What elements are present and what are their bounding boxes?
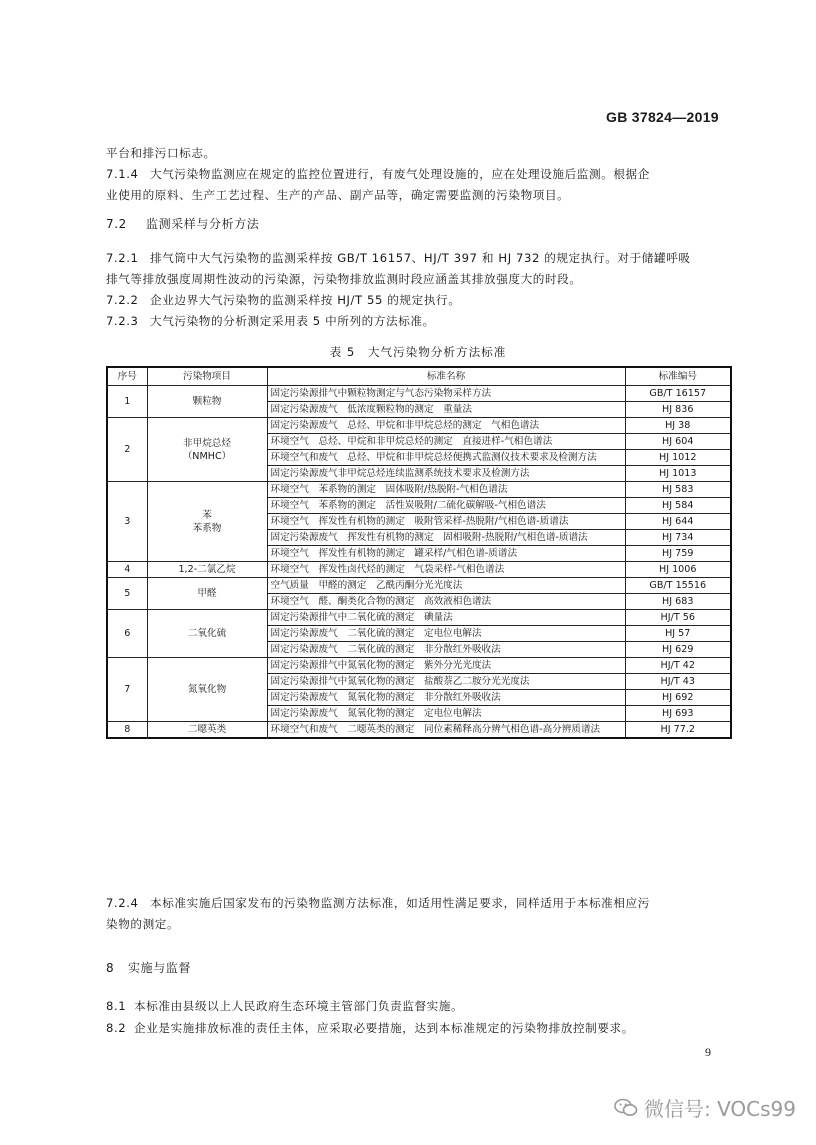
clause-text: 企业是实施排放标准的责任主体，应采取必要措施，达到本标准规定的污染物排放控制要求。 bbox=[134, 1021, 634, 1035]
clause-text-line1: 排气筒中大气污染物的监测采样按 GB/T 16157、HJ/T 397 和 HJ 732 的规定执行。对于储罐呼吸 bbox=[150, 251, 691, 265]
name-cell: 环境空气 苯系物的测定 固体吸附/热脱附-气相色谱法 bbox=[267, 482, 625, 498]
clause-text-line2: 染物的测定。 bbox=[106, 917, 180, 931]
item-line2: 苯系物 bbox=[192, 522, 222, 534]
clause-text: 大气污染物的分析测定采用表 5 中所列的方法标准。 bbox=[150, 314, 435, 328]
table-row bbox=[107, 658, 731, 674]
analysis-methods-table bbox=[106, 366, 732, 739]
table-row bbox=[107, 578, 731, 594]
watermark-label: 微信号: VOCs99 bbox=[644, 1097, 797, 1121]
clause-7-2-2 bbox=[106, 290, 730, 311]
seq-cell: 7 bbox=[107, 658, 147, 722]
seq-cell: 3 bbox=[107, 482, 147, 562]
clause-text-line1: 大气污染物监测应在规定的监控位置进行，有废气处理设施的，应在处理设施后监测。根据企 bbox=[150, 167, 650, 181]
code-cell: HJ/T 43 bbox=[625, 674, 731, 690]
code-cell: HJ 1006 bbox=[625, 562, 731, 578]
item-cell: 颗粒物 bbox=[147, 386, 267, 418]
code-cell: HJ 683 bbox=[625, 594, 731, 610]
code-cell: HJ 836 bbox=[625, 402, 731, 418]
item-line2: （NMHC） bbox=[182, 450, 232, 462]
code-cell: HJ 604 bbox=[625, 434, 731, 450]
table-caption: 表 5 大气污染物分析方法标准 bbox=[329, 345, 507, 359]
name-cell: 环境空气 挥发性有机物的测定 吸附管采样-热脱附/气相色谱-质谱法 bbox=[267, 514, 625, 530]
wechat-watermark bbox=[614, 1093, 796, 1122]
code-cell: GB/T 16157 bbox=[625, 386, 731, 402]
section-heading-7-2 bbox=[106, 214, 730, 235]
name-cell: 固定污染源废气 挥发性有机物的测定 固相吸附-热脱附/气相色谱-质谱法 bbox=[267, 530, 625, 546]
code-cell: HJ/T 42 bbox=[625, 658, 731, 674]
code-cell: HJ 38 bbox=[625, 418, 731, 434]
name-cell: 固定污染源废气 二氧化硫的测定 定电位电解法 bbox=[267, 626, 625, 642]
code-cell: HJ 57 bbox=[625, 626, 731, 642]
header-name: 标准名称 bbox=[267, 367, 625, 386]
clause-7-1-4 bbox=[106, 164, 730, 206]
clause-7-2-3 bbox=[106, 311, 730, 332]
name-cell: 固定污染源排气中颗粒物测定与气态污染物采样方法 bbox=[267, 386, 625, 402]
item-cell bbox=[147, 418, 267, 482]
name-cell: 空气质量 甲醛的测定 乙酰丙酮分光光度法 bbox=[267, 578, 625, 594]
wechat-icon bbox=[614, 1097, 638, 1119]
seq-cell: 6 bbox=[107, 610, 147, 658]
clause-number: 7.2.3 bbox=[106, 314, 139, 328]
clause-7-2-4 bbox=[106, 893, 730, 935]
code-cell: HJ 693 bbox=[625, 706, 731, 722]
name-cell: 固定污染源废气非甲烷总烃连续监测系统技术要求及检测方法 bbox=[267, 466, 625, 482]
seq-cell: 1 bbox=[107, 386, 147, 418]
section-number: 7.2 bbox=[106, 217, 127, 231]
code-cell: HJ 759 bbox=[625, 546, 731, 562]
code-cell: HJ 692 bbox=[625, 690, 731, 706]
code-cell: HJ 584 bbox=[625, 498, 731, 514]
item-line1: 非甲烷总烃 bbox=[183, 437, 231, 449]
code-cell: HJ/T 56 bbox=[625, 610, 731, 626]
name-cell: 固定污染源排气中氮氧化物的测定 紫外分光光度法 bbox=[267, 658, 625, 674]
code-cell: HJ 1012 bbox=[625, 450, 731, 466]
page-number: 9 bbox=[705, 1045, 711, 1059]
name-cell: 环境空气和废气 二噁英类的测定 同位素稀释高分辨气相色谱-高分辨质谱法 bbox=[267, 722, 625, 739]
name-cell: 固定污染源排气中二氧化硫的测定 碘量法 bbox=[267, 610, 625, 626]
section-heading-8 bbox=[106, 958, 730, 979]
code-cell: HJ 1013 bbox=[625, 466, 731, 482]
clause-text-line2: 业使用的原料、生产工艺过程、生产的产品、副产品等，确定需要监测的污染物项目。 bbox=[106, 188, 570, 202]
seq-cell: 4 bbox=[107, 562, 147, 578]
clause-7-2-1 bbox=[106, 248, 730, 290]
code-cell: GB/T 15516 bbox=[625, 578, 731, 594]
name-cell: 固定污染源废气 氮氧化物的测定 定电位电解法 bbox=[267, 706, 625, 722]
clause-text: 本标准由县级以上人民政府生态环境主管部门负责监督实施。 bbox=[134, 999, 464, 1013]
name-cell: 环境空气 醛、酮类化合物的测定 高效液相色谱法 bbox=[267, 594, 625, 610]
name-cell: 固定污染源废气 二氧化硫的测定 非分散红外吸收法 bbox=[267, 642, 625, 658]
seq-cell: 2 bbox=[107, 418, 147, 482]
code-cell: HJ 629 bbox=[625, 642, 731, 658]
table-header-row bbox=[107, 367, 731, 386]
name-cell: 环境空气 挥发性有机物的测定 罐采样/气相色谱-质谱法 bbox=[267, 546, 625, 562]
name-cell: 固定污染源废气 总烃、甲烷和非甲烷总烃的测定 气相色谱法 bbox=[267, 418, 625, 434]
table-row bbox=[107, 562, 731, 578]
table-row bbox=[107, 418, 731, 434]
seq-cell: 8 bbox=[107, 722, 147, 739]
name-cell: 固定污染源废气 低浓度颗粒物的测定 重量法 bbox=[267, 402, 625, 418]
section-title: 实施与监督 bbox=[128, 961, 192, 975]
name-cell: 固定污染源废气 氮氧化物的测定 非分散红外吸收法 bbox=[267, 690, 625, 706]
name-cell: 环境空气 挥发性卤代烃的测定 气袋采样-气相色谱法 bbox=[267, 562, 625, 578]
table-row bbox=[107, 482, 731, 498]
code-cell: HJ 77.2 bbox=[625, 722, 731, 739]
clause-number: 7.1.4 bbox=[106, 167, 139, 181]
clause-number: 7.2.4 bbox=[106, 896, 139, 910]
header-code: 标准编号 bbox=[625, 367, 731, 386]
clause-8-1 bbox=[106, 996, 730, 1017]
clause-text-line2: 排气等排放强度周期性波动的污染源，污染物排放监测时段应涵盖其排放强度大的时段。 bbox=[106, 272, 582, 286]
item-cell: 二噁英类 bbox=[147, 722, 267, 739]
clause-8-2 bbox=[106, 1018, 730, 1039]
clause-number: 7.2.2 bbox=[106, 293, 139, 307]
clause-number: 7.2.1 bbox=[106, 251, 139, 265]
item-cell bbox=[147, 482, 267, 562]
clause-number: 8.1 bbox=[106, 999, 127, 1013]
standard-code: GB 37824—2019 bbox=[606, 109, 719, 125]
name-cell: 环境空气 总烃、甲烷和非甲烷总烃的测定 直接进样-气相色谱法 bbox=[267, 434, 625, 450]
item-line1: 苯 bbox=[202, 509, 212, 521]
code-cell: HJ 734 bbox=[625, 530, 731, 546]
table-row bbox=[107, 610, 731, 626]
clause-text: 企业边界大气污染物的监测采样按 HJ/T 55 的规定执行。 bbox=[150, 293, 461, 307]
seq-cell: 5 bbox=[107, 578, 147, 610]
header-item: 污染物项目 bbox=[147, 367, 267, 386]
section-title: 监测采样与分析方法 bbox=[146, 217, 260, 231]
name-cell: 环境空气和废气 总烃、甲烷和非甲烷总烃便携式监测仪技术要求及检测方法 bbox=[267, 450, 625, 466]
name-cell: 固定污染源排气中氮氧化物的测定 盐酸萘乙二胺分光光度法 bbox=[267, 674, 625, 690]
item-cell: 氮氧化物 bbox=[147, 658, 267, 722]
table-row bbox=[107, 386, 731, 402]
item-cell: 甲醛 bbox=[147, 578, 267, 610]
code-cell: HJ 644 bbox=[625, 514, 731, 530]
clause-number: 8.2 bbox=[106, 1021, 127, 1035]
name-cell: 环境空气 苯系物的测定 活性炭吸附/二硫化碳解吸-气相色谱法 bbox=[267, 498, 625, 514]
clause-text-line1: 本标准实施后国家发布的污染物监测方法标准，如适用性满足要求，同样适用于本标准相应污 bbox=[150, 896, 650, 910]
header-seq: 序号 bbox=[107, 367, 147, 386]
section-number: 8 bbox=[106, 961, 115, 975]
paragraph-continued: 平台和排污口标志。 bbox=[106, 146, 216, 160]
code-cell: HJ 583 bbox=[625, 482, 731, 498]
item-cell: 二氧化硫 bbox=[147, 610, 267, 658]
table-row bbox=[107, 722, 731, 739]
item-cell: 1,2-二氯乙烷 bbox=[147, 562, 267, 578]
